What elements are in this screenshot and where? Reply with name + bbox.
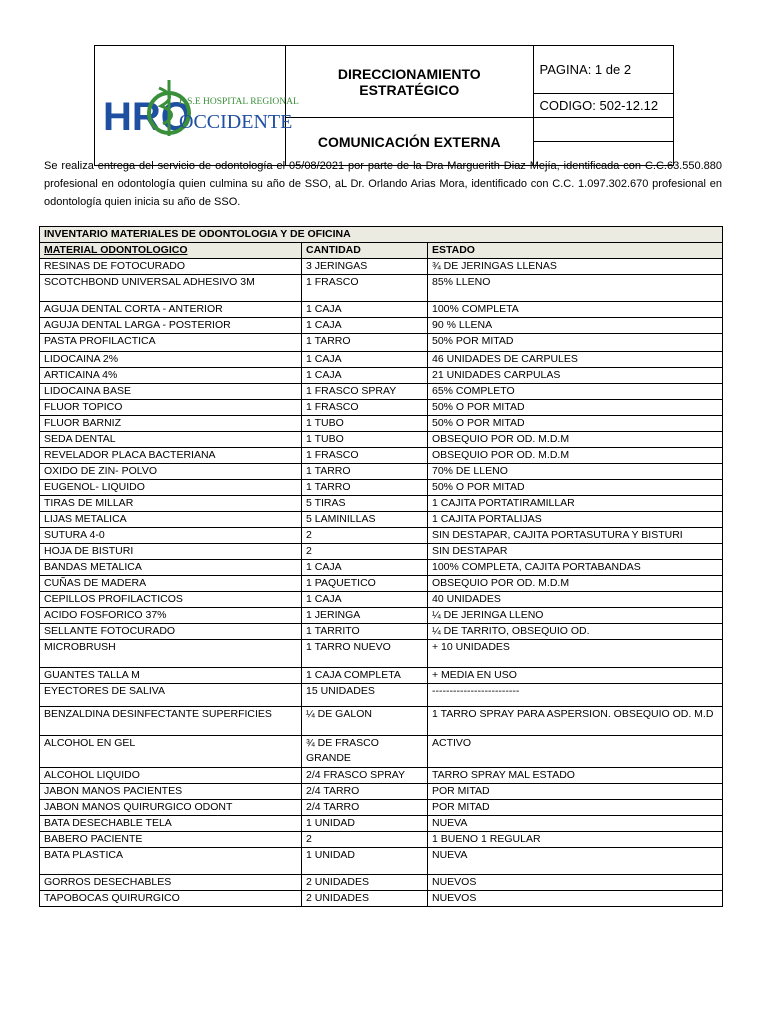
table-row [40, 302, 723, 318]
cell-estado: 1 BUENO 1 REGULAR [428, 832, 723, 848]
cell-material: LIJAS METALICA [40, 512, 302, 528]
table-row [40, 800, 723, 816]
cell-material: AGUJA DENTAL LARGA - POSTERIOR [40, 318, 302, 334]
cell-cantidad: 1 UNIDAD [302, 816, 428, 832]
cell-material: GUANTES TALLA M [40, 668, 302, 684]
cell-estado: 21 UNIDADES CARPULAS [428, 368, 723, 384]
table-row [40, 640, 723, 668]
cell-material: BABERO PACIENTE [40, 832, 302, 848]
cell-cantidad: 1 CAJA [302, 302, 428, 318]
cell-material: LIDOCAINA 2% [40, 352, 302, 368]
cell-cantidad: 1 TARRITO [302, 624, 428, 640]
inventory-table [39, 226, 723, 907]
cell-cantidad: ¼ DE GALON [302, 707, 428, 736]
cell-estado: NUEVOS [428, 891, 723, 907]
cell-material: CEPILLOS PROFILACTICOS [40, 592, 302, 608]
cell-cantidad: 1 PAQUETICO [302, 576, 428, 592]
cell-estado: + 10 UNIDADES [428, 640, 723, 668]
cell-estado: 1 TARRO SPRAY PARA ASPERSION. OBSEQUIO OD. M.D [428, 707, 723, 736]
cell-material: HOJA DE BISTURI [40, 544, 302, 560]
cell-material: RESINAS DE FOTOCURADO [40, 259, 302, 275]
cell-estado: 90 % LLENA [428, 318, 723, 334]
document-code: CODIGO: 502-12.12 [533, 94, 673, 118]
cell-cantidad: 2 UNIDADES [302, 891, 428, 907]
cell-cantidad: 1 JERINGA [302, 608, 428, 624]
cell-estado: 65% COMPLETO [428, 384, 723, 400]
cell-cantidad: 2/4 TARRO [302, 784, 428, 800]
cell-cantidad: 1 CAJA [302, 592, 428, 608]
hospital-logo [95, 58, 299, 154]
cell-cantidad: 2 [302, 832, 428, 848]
cell-cantidad: 1 TARRO [302, 334, 428, 352]
table-row [40, 384, 723, 400]
table-row [40, 496, 723, 512]
cell-material: ALCOHOL LIQUIDO [40, 768, 302, 784]
cell-estado: 50% POR MITAD [428, 334, 723, 352]
cell-cantidad: 5 TIRAS [302, 496, 428, 512]
table-row [40, 318, 723, 334]
cell-material: AGUJA DENTAL CORTA - ANTERIOR [40, 302, 302, 318]
cell-material: MICROBRUSH [40, 640, 302, 668]
cell-cantidad: 1 FRASCO [302, 400, 428, 416]
cell-material: BATA PLASTICA [40, 848, 302, 875]
cell-estado: 100% COMPLETA, CAJITA PORTABANDAS [428, 560, 723, 576]
cell-material: SUTURA 4-0 [40, 528, 302, 544]
cell-cantidad: 1 TUBO [302, 432, 428, 448]
cell-cantidad: 1 FRASCO [302, 448, 428, 464]
cell-estado: 1 CAJITA PORTALIJAS [428, 512, 723, 528]
meta-empty-1 [533, 118, 673, 142]
cell-cantidad: 1 TUBO [302, 416, 428, 432]
cell-estado: NUEVA [428, 816, 723, 832]
cell-estado: NUEVOS [428, 875, 723, 891]
table-row [40, 624, 723, 640]
table-row [40, 512, 723, 528]
cell-material: FLUOR TOPICO [40, 400, 302, 416]
cell-cantidad: 2/4 FRASCO SPRAY [302, 768, 428, 784]
cell-material: OXIDO DE ZIN- POLVO [40, 464, 302, 480]
document-header [94, 45, 674, 166]
cell-estado: POR MITAD [428, 784, 723, 800]
cell-material: ACIDO FOSFORICO 37% [40, 608, 302, 624]
cell-material: BENZALDINA DESINFECTANTE SUPERFICIES [40, 707, 302, 736]
cell-material: CUÑAS DE MADERA [40, 576, 302, 592]
table-row [40, 816, 723, 832]
table-row [40, 259, 723, 275]
table-row [40, 736, 723, 768]
cell-cantidad: 1 TARRO [302, 464, 428, 480]
cell-cantidad: 1 CAJA [302, 318, 428, 334]
table-row [40, 668, 723, 684]
cell-cantidad: 15 UNIDADES [302, 684, 428, 707]
cell-cantidad: 1 CAJA [302, 560, 428, 576]
cell-estado: ¾ DE JERINGAS LLENAS [428, 259, 723, 275]
cell-estado: OBSEQUIO POR OD. M.D.M [428, 576, 723, 592]
cell-material: LIDOCAINA BASE [40, 384, 302, 400]
cell-estado: POR MITAD [428, 800, 723, 816]
cell-estado: 40 UNIDADES [428, 592, 723, 608]
cell-material: EYECTORES DE SALIVA [40, 684, 302, 707]
cell-estado: ACTIVO [428, 736, 723, 768]
column-header-estado: ESTADO [428, 243, 723, 259]
cell-estado: 85% LLENO [428, 275, 723, 302]
cell-cantidad: 1 TARRO NUEVO [302, 640, 428, 668]
cell-estado: 50% O POR MITAD [428, 400, 723, 416]
table-row [40, 528, 723, 544]
cell-cantidad: 1 CAJA COMPLETA [302, 668, 428, 684]
column-header-material: MATERIAL ODONTOLOGICO [40, 243, 302, 259]
cell-cantidad: 2 [302, 544, 428, 560]
cell-estado: TARRO SPRAY MAL ESTADO [428, 768, 723, 784]
table-row [40, 448, 723, 464]
cell-material: SEDA DENTAL [40, 432, 302, 448]
cell-material: SELLANTE FOTOCURADO [40, 624, 302, 640]
cell-estado: 70% DE LLENO [428, 464, 723, 480]
cell-cantidad: 1 TARRO [302, 480, 428, 496]
cell-material: BANDAS METALICA [40, 560, 302, 576]
cell-cantidad: 3 JERINGAS [302, 259, 428, 275]
logo-letters: HRO [103, 94, 192, 139]
cell-estado: SIN DESTAPAR, CAJITA PORTASUTURA Y BISTURI [428, 528, 723, 544]
cell-estado: OBSEQUIO POR OD. M.D.M [428, 432, 723, 448]
subtitle: COMUNICACIÓN EXTERNA [286, 118, 534, 166]
table-row [40, 784, 723, 800]
table-row [40, 400, 723, 416]
cell-material: JABON MANOS QUIRURGICO ODONT [40, 800, 302, 816]
cell-estado: ¼ DE TARRITO, OBSEQUIO OD. [428, 624, 723, 640]
table-row [40, 368, 723, 384]
cell-estado: 50% O POR MITAD [428, 416, 723, 432]
cell-cantidad: 2 [302, 528, 428, 544]
cell-estado: + MEDIA EN USO [428, 668, 723, 684]
cell-estado: 50% O POR MITAD [428, 480, 723, 496]
table-title: INVENTARIO MATERIALES DE ODONTOLOGIA Y DE OFICINA [40, 227, 723, 243]
cell-cantidad: 2 UNIDADES [302, 875, 428, 891]
table-row [40, 707, 723, 736]
cell-material: ALCOHOL EN GEL [40, 736, 302, 768]
table-row [40, 768, 723, 784]
cell-material: EUGENOL- LIQUIDO [40, 480, 302, 496]
cell-cantidad: 1 CAJA [302, 368, 428, 384]
logo-name: OCCIDENTE [179, 110, 293, 133]
cell-estado: 46 UNIDADES DE CARPULES [428, 352, 723, 368]
title-line-2: ESTRATÉGICO [359, 81, 460, 98]
table-row [40, 608, 723, 624]
table-row [40, 464, 723, 480]
cell-cantidad: 1 FRASCO SPRAY [302, 384, 428, 400]
cell-material: TIRAS DE MILLAR [40, 496, 302, 512]
cell-cantidad: 2/4 TARRO [302, 800, 428, 816]
cell-estado: ------------------------- [428, 684, 723, 707]
cell-material: FLUOR BARNIZ [40, 416, 302, 432]
table-row [40, 891, 723, 907]
title-cell [286, 46, 534, 118]
title-line-1: DIRECCIONAMIENTO [337, 65, 481, 82]
cell-material: ARTICAINA 4% [40, 368, 302, 384]
table-row [40, 432, 723, 448]
cell-cantidad: 1 FRASCO [302, 275, 428, 302]
cell-material: BATA DESECHABLE TELA [40, 816, 302, 832]
cell-cantidad: 1 UNIDAD [302, 848, 428, 875]
table-row [40, 480, 723, 496]
table-row [40, 544, 723, 560]
cell-cantidad: ¾ DE FRASCO GRANDE [302, 736, 428, 768]
cell-estado: SIN DESTAPAR [428, 544, 723, 560]
table-row [40, 416, 723, 432]
table-row [40, 576, 723, 592]
logo-subtitle: E.S.E HOSPITAL REGIONAL [179, 96, 299, 107]
table-row [40, 334, 723, 352]
table-row [40, 275, 723, 302]
table-row [40, 352, 723, 368]
cell-material: SCOTCHBOND UNIVERSAL ADHESIVO 3M [40, 275, 302, 302]
table-row [40, 848, 723, 875]
column-header-cantidad: CANTIDAD [302, 243, 428, 259]
cell-cantidad: 5 LAMINILLAS [302, 512, 428, 528]
cell-material: PASTA PROFILACTICA [40, 334, 302, 352]
table-row [40, 592, 723, 608]
cell-estado: ¼ DE JERINGA LLENO [428, 608, 723, 624]
cell-estado: 1 CAJITA PORTATIRAMILLAR [428, 496, 723, 512]
logo-cell [95, 46, 299, 166]
cell-material: TAPOBOCAS QUIRURGICO [40, 891, 302, 907]
cell-estado: 100% COMPLETA [428, 302, 723, 318]
cell-cantidad: 1 CAJA [302, 352, 428, 368]
cell-material: JABON MANOS PACIENTES [40, 784, 302, 800]
table-row [40, 684, 723, 707]
table-row [40, 875, 723, 891]
page-number: PAGINA: 1 de 2 [533, 46, 673, 94]
cell-material: REVELADOR PLACA BACTERIANA [40, 448, 302, 464]
table-row [40, 832, 723, 848]
intro-paragraph: Se realiza entrega del servicio de odontología el 05/08/2021 por parte de la Dra Marguerith Diaz Mejía, identificada con C.C.63.550.880 profesional en odontología quien culmina su año de SSO, aL Dr. Orlando Arias Mora, identificado con C.C. 1.097.302.670 profesional en odontología quien inicia su año de SSO. [44, 160, 722, 208]
table-row [40, 560, 723, 576]
cell-estado: OBSEQUIO POR OD. M.D.M [428, 448, 723, 464]
cell-material: GORROS DESECHABLES [40, 875, 302, 891]
cell-estado: NUEVA [428, 848, 723, 875]
